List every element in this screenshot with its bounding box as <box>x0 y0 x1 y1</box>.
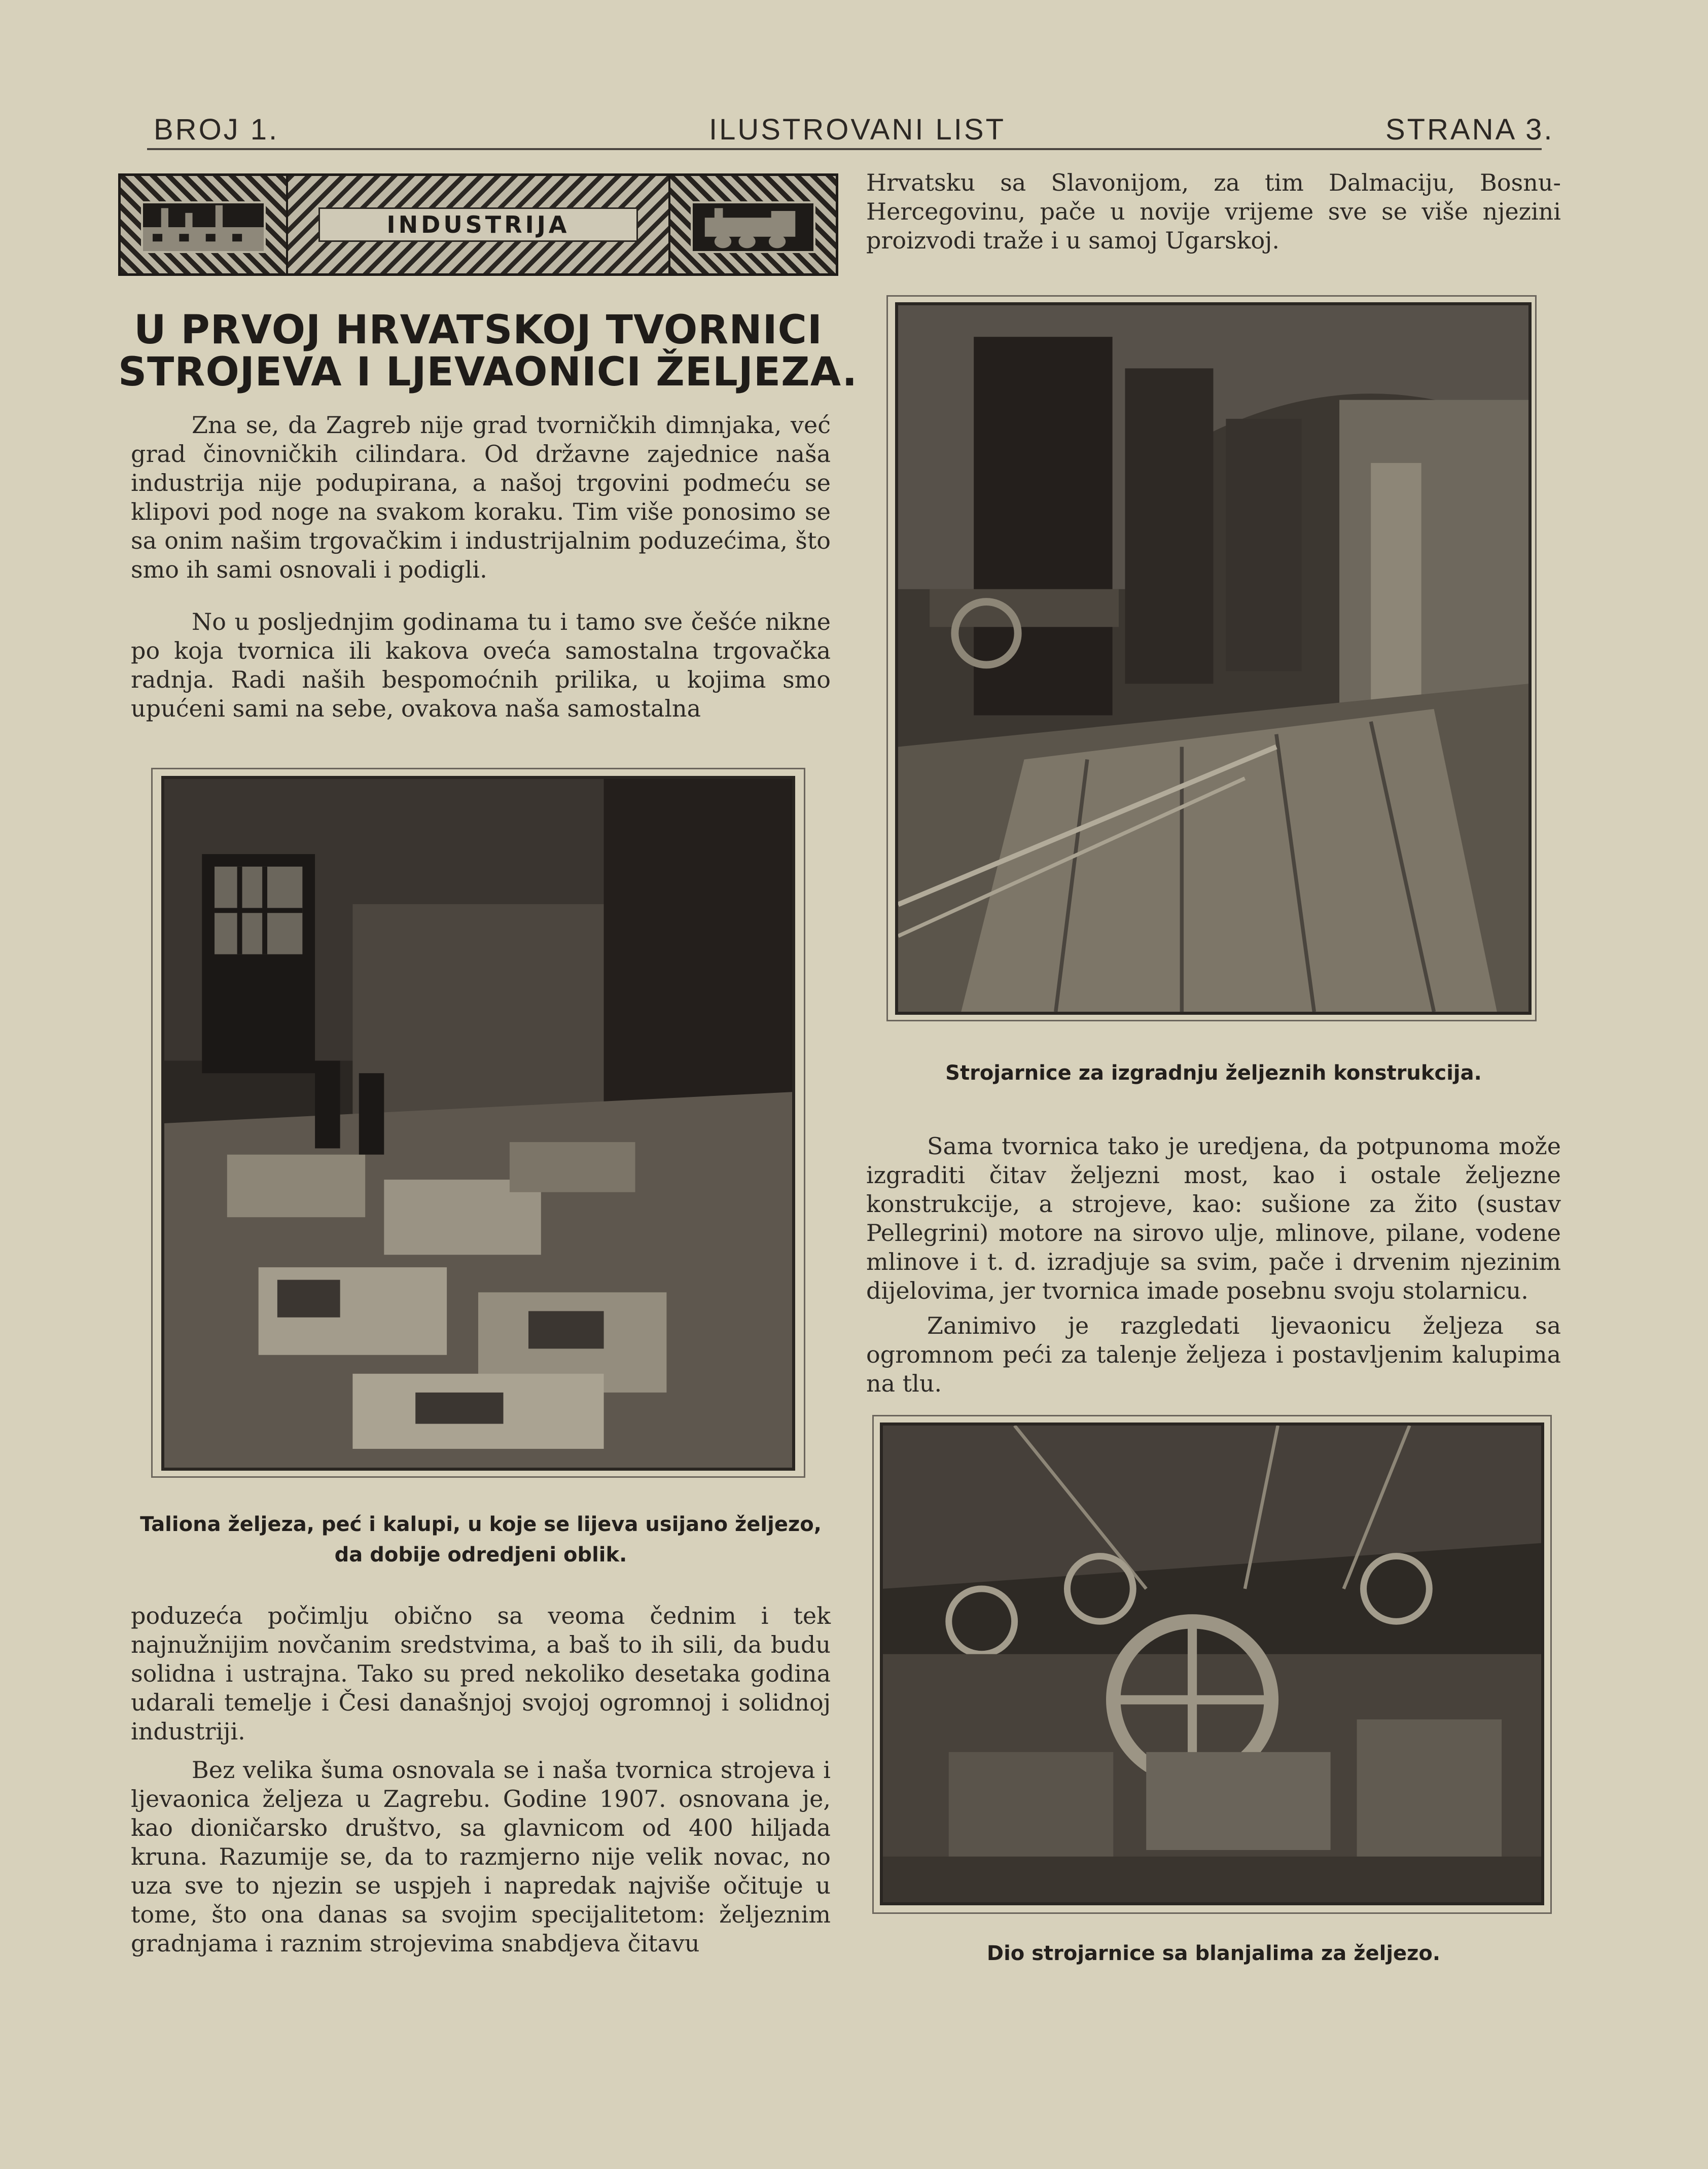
banner-title-plate <box>288 176 668 273</box>
paragraph-foundry-visit: Zanimivo je razgledati ljevaonicu željeza sa ogromnom peći za talenje željeza i postavljenim kalupima na tlu. <box>866 1312 1561 1397</box>
paragraph-markets: Hrvatsku sa Slavonijom, za tim Dalmaciju, Bosnu-Hercegovinu, pače u novije vrijeme sve se više njezini proizvodi traže i u samoj Ugarskoj. <box>866 169 1561 254</box>
machine-hall-photo <box>895 302 1532 1015</box>
article-headline-line1: U PRVOJ HRVATSKOJ TVORNICI <box>134 307 823 353</box>
banner-label: INDUSTRIJA <box>386 211 570 238</box>
paragraph-capabilities: Sama tvornica tako je uredjena, da potpunoma može izgraditi čitav željezni most, kao i ostale željezne konstrukcije, a strojeve, kao: sušione za žito (sustav Pellegrini) motore na sirovo ulje, mlinove, pilane, vodene mlinove i t. d. izradjuje sa svim, pače i drvenim njezinim dijelovima, jer tvornica imade posebnu svoju stolarnicu. <box>866 1132 1561 1304</box>
paragraph-new-factories: No u posljednjim godinama tu i tamo sve češće nikne po koja tvornica ili kakova oveća samostalna trgovačka radnja. Radi naših bespomoćnih prilika, u kojima smo upućeni sami na sebe, ovakova naša samostalna <box>131 608 831 722</box>
header-rule <box>147 148 1542 150</box>
caption-machine-hall: Strojarnice za izgradnju željeznih konstrukcija. <box>945 1061 1482 1085</box>
caption-foundry: Taliona željeza, peć i kalupi, u koje se lijeva usijano željezo, da dobije odredjeni oblik. <box>140 1513 822 1567</box>
article-headline-line2: STROJEVA I LJEVAONICI ŽELJEZA. <box>118 349 858 395</box>
caption-planers: Dio strojarnice sa blanjalima za željezo. <box>986 1942 1441 1965</box>
paragraph-intro: Zna se, da Zagreb nije grad tvorničkih dimnjaka, već grad činovničkih cilindara. Od državne zajednice naša industrija nije podupirana, a našoj trgovini podmeću se klipovi pod noge na svakom koraku. Tim više ponosimo se sa onim našim trgovačkim i industrijalnim poduzećima, što smo ih sami osnovali i podigli. <box>131 411 831 583</box>
section-banner <box>118 173 838 276</box>
paragraph-modest-beginnings: poduzeća počimlju obično sa veoma čednim i tek najnužnijim novčanim sredstvima, a baš to ih sili, da budu solidna i ustrajna. Tako su pred nekoliko desetaka godina udarali temelje i Česi današnjoj svojoj ogromnoj i solidnoj industriji. <box>131 1602 831 1745</box>
factory-chimneys-icon <box>121 176 288 273</box>
page-number: STRANA 3. <box>1385 113 1554 146</box>
foundry-photo <box>161 776 795 1471</box>
paragraph-founding: Bez velika šuma osnovala se i naša tvornica strojeva i ljevaonica željeza u Zagrebu. Godine 1907. osnovana je, kao dioničarsko društvo, sa glavnicom od 400 hiljada kruna. Razumije se, da to razmjerno nije velik novac, no uza sve to njezin se uspjeh i napredak najviše očituje u tome, što ona danas sa svojim specijalitetom: željeznim gradnjama i raznim strojevima snabdjeva čitavu <box>131 1756 831 1957</box>
publication-title: ILUSTROVANI LIST <box>709 113 1006 146</box>
planers-photo <box>880 1423 1544 1905</box>
locomotive-icon <box>668 176 836 273</box>
issue-number: BROJ 1. <box>154 113 279 146</box>
